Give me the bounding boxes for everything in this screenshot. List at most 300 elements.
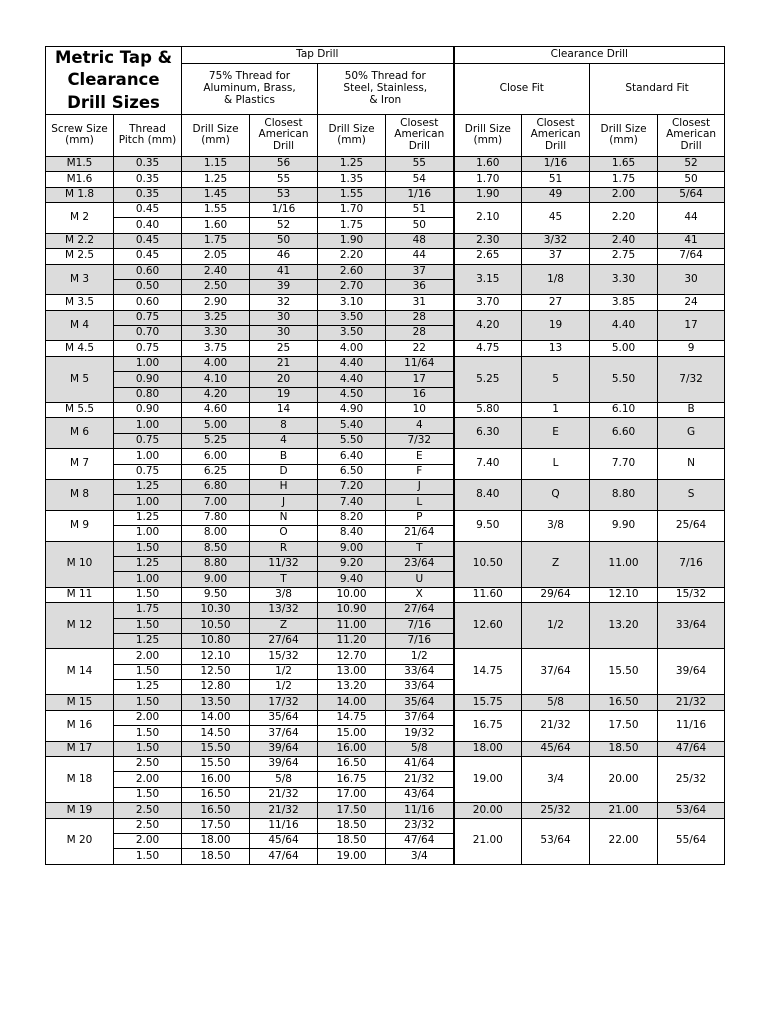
close-fit-size-cell: 3.70: [454, 295, 522, 310]
tap-drill-75-size-cell: 3.25: [182, 310, 250, 325]
tap-drill-50-size-cell: 6.40: [318, 449, 386, 464]
table-row: [46, 818, 725, 833]
tap-drill-50-american-cell: 5/8: [386, 741, 454, 756]
tap-drill-75-american-cell: 39/64: [250, 757, 318, 772]
standard-fit-american-cell: 7/32: [658, 356, 725, 402]
thread-pitch-cell: 1.25: [114, 633, 182, 648]
tap-drill-50-american-cell: 50: [386, 218, 454, 233]
close-fit-american-cell: 25/32: [522, 803, 590, 818]
close-fit-american-cell: 37: [522, 249, 590, 264]
column-header: [454, 114, 522, 156]
close-fit-size-cell: 8.40: [454, 480, 522, 511]
column-header-line: Drill: [272, 140, 295, 153]
thread-pitch-cell: 0.80: [114, 387, 182, 402]
tap-drill-50-size-cell: 9.40: [318, 572, 386, 587]
screw-size-cell: M 20: [46, 818, 114, 864]
tap-drill-50-size-cell: 13.00: [318, 664, 386, 679]
tap-drill-50-size-cell: 14.00: [318, 695, 386, 710]
thread-pitch-cell: 0.35: [114, 156, 182, 171]
tap-drill-75-size-cell: 10.30: [182, 603, 250, 618]
close-fit-american-cell: 3/4: [522, 757, 590, 803]
column-header-line: Thread: [129, 122, 166, 135]
tap-drill-75-american-cell: 4: [250, 433, 318, 448]
tap-drill-75-american-cell: J: [250, 495, 318, 510]
screw-size-cell: M 4.5: [46, 341, 114, 356]
thread-pitch-cell: 1.00: [114, 418, 182, 433]
tap-drill-75-american-cell: 15/32: [250, 649, 318, 664]
table-row: [46, 403, 725, 418]
thread-pitch-cell: 0.45: [114, 202, 182, 217]
table-row: [46, 418, 725, 433]
table-row: [46, 310, 725, 325]
table-row: [46, 710, 725, 725]
standard-fit-size-cell: 2.00: [590, 187, 658, 202]
thread-75-header: [182, 63, 318, 114]
tap-drill-75-size-cell: 16.00: [182, 772, 250, 787]
tap-drill-50-american-cell: 3/4: [386, 849, 454, 864]
standard-fit-size-cell: 17.50: [590, 710, 658, 741]
tap-drill-75-american-cell: 56: [250, 156, 318, 171]
close-fit-size-cell: 19.00: [454, 757, 522, 803]
thread-pitch-cell: 0.60: [114, 264, 182, 279]
tap-drill-50-american-cell: 35/64: [386, 695, 454, 710]
close-fit-american-cell: E: [522, 418, 590, 449]
standard-fit-size-cell: 5.50: [590, 356, 658, 402]
standard-fit-american-cell: 39/64: [658, 649, 725, 695]
tap-drill-75-american-cell: B: [250, 449, 318, 464]
table-title: Metric Tap & Clearance Drill Sizes: [46, 47, 182, 115]
tap-drill-75-american-cell: 1/16: [250, 202, 318, 217]
tap-drill-75-american-cell: 25: [250, 341, 318, 356]
close-fit-size-cell: 5.80: [454, 403, 522, 418]
tap-drill-75-american-cell: 47/64: [250, 849, 318, 864]
tap-drill-50-american-cell: 23/64: [386, 556, 454, 571]
tap-drill-50-american-cell: J: [386, 480, 454, 495]
tap-drill-50-size-cell: 9.20: [318, 556, 386, 571]
close-fit-header: Close Fit: [454, 63, 590, 114]
tap-drill-50-size-cell: 2.60: [318, 264, 386, 279]
tap-drill-50-size-cell: 17.50: [318, 803, 386, 818]
thread-pitch-cell: 2.50: [114, 757, 182, 772]
close-fit-american-cell: 21/32: [522, 710, 590, 741]
tap-drill-50-size-cell: 1.75: [318, 218, 386, 233]
close-fit-american-cell: 5/8: [522, 695, 590, 710]
standard-fit-american-cell: 33/64: [658, 603, 725, 649]
column-header-line: Drill Size: [192, 122, 239, 135]
tap-drill-75-american-cell: 8: [250, 418, 318, 433]
close-fit-american-cell: Z: [522, 541, 590, 587]
standard-fit-size-cell: 18.50: [590, 741, 658, 756]
tap-drill-50-american-cell: 7/32: [386, 433, 454, 448]
standard-fit-size-cell: 16.50: [590, 695, 658, 710]
thread-pitch-cell: 0.45: [114, 249, 182, 264]
close-fit-size-cell: 16.75: [454, 710, 522, 741]
tap-drill-75-american-cell: 41: [250, 264, 318, 279]
screw-size-cell: M 3.5: [46, 295, 114, 310]
close-fit-american-cell: L: [522, 449, 590, 480]
tap-drill-75-american-cell: 55: [250, 172, 318, 187]
tap-drill-75-size-cell: 1.45: [182, 187, 250, 202]
tap-drill-50-american-cell: F: [386, 464, 454, 479]
tap-drill-50-american-cell: 41/64: [386, 757, 454, 772]
tap-drill-75-size-cell: 9.00: [182, 572, 250, 587]
standard-fit-american-cell: 9: [658, 341, 725, 356]
tap-drill-75-size-cell: 4.00: [182, 356, 250, 371]
tap-drill-75-american-cell: 37/64: [250, 726, 318, 741]
tap-drill-50-american-cell: 23/32: [386, 818, 454, 833]
thread-pitch-cell: 1.50: [114, 618, 182, 633]
tap-drill-50-american-cell: 47/64: [386, 833, 454, 848]
thread-pitch-cell: 1.00: [114, 572, 182, 587]
standard-fit-american-cell: B: [658, 403, 725, 418]
close-fit-size-cell: 9.50: [454, 510, 522, 541]
tap-drill-75-american-cell: 1/2: [250, 680, 318, 695]
close-fit-size-cell: 3.15: [454, 264, 522, 295]
column-header: [46, 114, 114, 156]
screw-size-cell: M 14: [46, 649, 114, 695]
tap-drill-75-american-cell: 39: [250, 279, 318, 294]
tap-drill-75-size-cell: 8.50: [182, 541, 250, 556]
standard-fit-american-cell: G: [658, 418, 725, 449]
close-fit-size-cell: 7.40: [454, 449, 522, 480]
tap-drill-50-american-cell: 16: [386, 387, 454, 402]
tap-drill-50-american-cell: 33/64: [386, 680, 454, 695]
column-header: [114, 114, 182, 156]
screw-size-cell: M 6: [46, 418, 114, 449]
tap-drill-75-size-cell: 7.80: [182, 510, 250, 525]
tap-drill-75-size-cell: 4.20: [182, 387, 250, 402]
tap-drill-75-american-cell: 30: [250, 326, 318, 341]
tap-drill-75-american-cell: 1/2: [250, 664, 318, 679]
thread-pitch-cell: 0.50: [114, 279, 182, 294]
close-fit-american-cell: 29/64: [522, 587, 590, 602]
tap-drill-75-size-cell: 1.25: [182, 172, 250, 187]
close-fit-size-cell: 2.30: [454, 233, 522, 248]
tap-drill-50-american-cell: E: [386, 449, 454, 464]
tap-drill-50-american-cell: 4: [386, 418, 454, 433]
screw-size-cell: M 4: [46, 310, 114, 341]
tap-drill-75-american-cell: 20: [250, 372, 318, 387]
close-fit-size-cell: 5.25: [454, 356, 522, 402]
standard-fit-american-cell: N: [658, 449, 725, 480]
column-header-line: Drill Size: [600, 122, 647, 135]
screw-size-cell: M 2: [46, 202, 114, 233]
tap-drill-50-size-cell: 16.50: [318, 757, 386, 772]
close-fit-american-cell: 19: [522, 310, 590, 341]
tap-drill-75-size-cell: 6.25: [182, 464, 250, 479]
table-body: [46, 156, 725, 864]
tap-drill-50-american-cell: 1/16: [386, 187, 454, 202]
column-header-line: Drill: [544, 140, 567, 153]
column-header-line: Drill Size: [328, 122, 375, 135]
thread-pitch-cell: 0.40: [114, 218, 182, 233]
screw-size-cell: M 5: [46, 356, 114, 402]
tap-drill-50-american-cell: 28: [386, 326, 454, 341]
screw-size-cell: M 9: [46, 510, 114, 541]
close-fit-size-cell: 12.60: [454, 603, 522, 649]
tap-drill-50-american-cell: 27/64: [386, 603, 454, 618]
table-row: [46, 249, 725, 264]
tap-drill-50-size-cell: 1.25: [318, 156, 386, 171]
standard-fit-american-cell: 7/64: [658, 249, 725, 264]
close-fit-size-cell: 2.10: [454, 202, 522, 233]
tap-drill-50-size-cell: 8.20: [318, 510, 386, 525]
tap-drill-75-american-cell: 13/32: [250, 603, 318, 618]
standard-fit-size-cell: 11.00: [590, 541, 658, 587]
tap-drill-75-size-cell: 14.00: [182, 710, 250, 725]
tap-drill-50-american-cell: 7/16: [386, 633, 454, 648]
close-fit-size-cell: 6.30: [454, 418, 522, 449]
tap-drill-75-american-cell: 21: [250, 356, 318, 371]
thread-pitch-cell: 1.50: [114, 587, 182, 602]
tap-drill-75-size-cell: 3.30: [182, 326, 250, 341]
tap-drill-50-size-cell: 18.50: [318, 818, 386, 833]
column-header-row: [46, 114, 725, 156]
tap-drill-50-american-cell: 10: [386, 403, 454, 418]
tap-drill-50-size-cell: 5.50: [318, 433, 386, 448]
tap-drill-75-american-cell: O: [250, 526, 318, 541]
tap-drill-75-american-cell: D: [250, 464, 318, 479]
thread-pitch-cell: 1.00: [114, 495, 182, 510]
thread-pitch-cell: 1.75: [114, 603, 182, 618]
standard-fit-american-cell: S: [658, 480, 725, 511]
tap-drill-75-size-cell: 2.90: [182, 295, 250, 310]
column-header-line: (mm): [65, 134, 94, 147]
tap-drill-75-size-cell: 1.15: [182, 156, 250, 171]
screw-size-cell: M 7: [46, 449, 114, 480]
table-row: [46, 587, 725, 602]
tap-drill-75-size-cell: 10.50: [182, 618, 250, 633]
thread-pitch-cell: 0.70: [114, 326, 182, 341]
column-header-line: Closest: [671, 116, 711, 129]
tap-drill-75-size-cell: 15.50: [182, 757, 250, 772]
standard-fit-american-cell: 52: [658, 156, 725, 171]
tap-drill-75-size-cell: 5.00: [182, 418, 250, 433]
screw-size-cell: M 1.8: [46, 187, 114, 202]
thread-pitch-cell: 1.50: [114, 787, 182, 802]
tap-drill-50-american-cell: 36: [386, 279, 454, 294]
table-row: [46, 757, 725, 772]
screw-size-cell: M 18: [46, 757, 114, 803]
screw-size-cell: M 11: [46, 587, 114, 602]
close-fit-american-cell: 45: [522, 202, 590, 233]
screw-size-cell: M 16: [46, 710, 114, 741]
tap-drill-50-size-cell: 3.50: [318, 310, 386, 325]
tap-drill-50-american-cell: P: [386, 510, 454, 525]
tap-drill-50-american-cell: 55: [386, 156, 454, 171]
standard-fit-american-cell: 5/64: [658, 187, 725, 202]
table-row: [46, 202, 725, 217]
tap-drill-75-size-cell: 1.60: [182, 218, 250, 233]
tap-drill-50-size-cell: 4.40: [318, 356, 386, 371]
column-header-line: Drill Size: [464, 122, 511, 135]
tap-drill-50-american-cell: 19/32: [386, 726, 454, 741]
standard-fit-american-cell: 24: [658, 295, 725, 310]
thread-50-line: & Iron: [369, 93, 402, 106]
standard-fit-american-cell: 21/32: [658, 695, 725, 710]
close-fit-size-cell: 1.60: [454, 156, 522, 171]
close-fit-size-cell: 2.65: [454, 249, 522, 264]
table-row: [46, 233, 725, 248]
tap-drill-75-american-cell: 3/8: [250, 587, 318, 602]
thread-50-line: Steel, Stainless,: [343, 81, 428, 94]
table-row: [46, 649, 725, 664]
column-header: [658, 114, 725, 156]
thread-pitch-cell: 1.00: [114, 449, 182, 464]
standard-fit-american-cell: 17: [658, 310, 725, 341]
tap-drill-75-american-cell: 5/8: [250, 772, 318, 787]
thread-pitch-cell: 1.25: [114, 556, 182, 571]
standard-fit-american-cell: 15/32: [658, 587, 725, 602]
tap-drill-50-size-cell: 4.40: [318, 372, 386, 387]
thread-pitch-cell: 1.50: [114, 741, 182, 756]
tap-drill-50-size-cell: 12.70: [318, 649, 386, 664]
tap-drill-50-size-cell: 4.90: [318, 403, 386, 418]
standard-fit-american-cell: 41: [658, 233, 725, 248]
thread-pitch-cell: 1.25: [114, 680, 182, 695]
thread-pitch-cell: 2.00: [114, 833, 182, 848]
tap-drill-50-size-cell: 3.50: [318, 326, 386, 341]
column-header-line: Closest: [400, 116, 439, 129]
close-fit-size-cell: 1.90: [454, 187, 522, 202]
column-header: [250, 114, 318, 156]
screw-size-cell: M 17: [46, 741, 114, 756]
column-header-line: (mm): [609, 134, 638, 147]
standard-fit-size-cell: 20.00: [590, 757, 658, 803]
tap-drill-75-size-cell: 1.55: [182, 202, 250, 217]
tap-drill-50-american-cell: 37/64: [386, 710, 454, 725]
close-fit-size-cell: 1.70: [454, 172, 522, 187]
tap-drill-75-size-cell: 1.75: [182, 233, 250, 248]
standard-fit-american-cell: 47/64: [658, 741, 725, 756]
tap-drill-75-american-cell: 52: [250, 218, 318, 233]
screw-size-cell: M1.5: [46, 156, 114, 171]
tap-drill-50-size-cell: 10.90: [318, 603, 386, 618]
thread-pitch-cell: 1.25: [114, 480, 182, 495]
table-row: [46, 264, 725, 279]
column-header: [522, 114, 590, 156]
table-row: [46, 187, 725, 202]
tap-drill-75-size-cell: 10.80: [182, 633, 250, 648]
tap-drill-50-size-cell: 18.50: [318, 833, 386, 848]
column-header-line: (mm): [337, 134, 366, 147]
standard-fit-american-cell: 50: [658, 172, 725, 187]
tap-drill-50-american-cell: X: [386, 587, 454, 602]
standard-fit-american-cell: 11/16: [658, 710, 725, 741]
thread-pitch-cell: 2.00: [114, 772, 182, 787]
tap-drill-75-american-cell: 35/64: [250, 710, 318, 725]
tap-drill-50-american-cell: 28: [386, 310, 454, 325]
close-fit-american-cell: Q: [522, 480, 590, 511]
table-row: [46, 603, 725, 618]
thread-50-line: 50% Thread for: [344, 70, 426, 83]
screw-size-cell: M 3: [46, 264, 114, 295]
tap-drill-75-size-cell: 14.50: [182, 726, 250, 741]
tap-drill-75-american-cell: 11/32: [250, 556, 318, 571]
tap-drill-50-size-cell: 11.00: [318, 618, 386, 633]
table-row: [46, 172, 725, 187]
standard-fit-size-cell: 4.40: [590, 310, 658, 341]
screw-size-cell: M 15: [46, 695, 114, 710]
thread-pitch-cell: 0.60: [114, 295, 182, 310]
standard-fit-size-cell: 3.85: [590, 295, 658, 310]
tap-drill-50-size-cell: 9.00: [318, 541, 386, 556]
tap-drill-75-size-cell: 18.00: [182, 833, 250, 848]
tap-drill-50-size-cell: 4.50: [318, 387, 386, 402]
tap-drill-75-size-cell: 6.00: [182, 449, 250, 464]
tap-drill-50-size-cell: 17.00: [318, 787, 386, 802]
standard-fit-american-cell: 25/32: [658, 757, 725, 803]
column-header-line: Closest: [264, 116, 303, 129]
tap-drill-50-american-cell: 17: [386, 372, 454, 387]
table-row: [46, 803, 725, 818]
tap-drill-75-size-cell: 5.25: [182, 433, 250, 448]
tap-drill-75-american-cell: 53: [250, 187, 318, 202]
close-fit-american-cell: 1/16: [522, 156, 590, 171]
standard-fit-size-cell: 6.60: [590, 418, 658, 449]
column-header: [590, 114, 658, 156]
standard-fit-header: Standard Fit: [590, 63, 725, 114]
standard-fit-american-cell: 25/64: [658, 510, 725, 541]
standard-fit-american-cell: 30: [658, 264, 725, 295]
tap-drill-75-american-cell: 14: [250, 403, 318, 418]
close-fit-american-cell: 3/32: [522, 233, 590, 248]
thread-pitch-cell: 0.90: [114, 403, 182, 418]
standard-fit-size-cell: 15.50: [590, 649, 658, 695]
tap-drill-50-size-cell: 16.00: [318, 741, 386, 756]
drill-size-table: [45, 46, 725, 865]
thread-pitch-cell: 1.00: [114, 356, 182, 371]
thread-75-line: Aluminum, Brass,: [203, 81, 296, 94]
close-fit-american-cell: 37/64: [522, 649, 590, 695]
tap-drill-50-american-cell: 48: [386, 233, 454, 248]
tap-drill-50-size-cell: 1.90: [318, 233, 386, 248]
thread-pitch-cell: 0.35: [114, 187, 182, 202]
tap-drill-75-american-cell: 39/64: [250, 741, 318, 756]
tap-drill-75-american-cell: 19: [250, 387, 318, 402]
tap-drill-50-size-cell: 10.00: [318, 587, 386, 602]
thread-pitch-cell: 0.75: [114, 464, 182, 479]
screw-size-cell: M 5.5: [46, 403, 114, 418]
standard-fit-size-cell: 21.00: [590, 803, 658, 818]
tap-drill-75-size-cell: 18.50: [182, 849, 250, 864]
tap-drill-75-size-cell: 12.10: [182, 649, 250, 664]
standard-fit-size-cell: 2.75: [590, 249, 658, 264]
tap-drill-50-american-cell: 22: [386, 341, 454, 356]
tap-drill-header: Tap Drill: [182, 47, 454, 64]
tap-drill-75-american-cell: 45/64: [250, 833, 318, 848]
table-row: [46, 695, 725, 710]
tap-drill-50-american-cell: 11/16: [386, 803, 454, 818]
tap-drill-50-size-cell: 1.55: [318, 187, 386, 202]
tap-drill-75-size-cell: 4.10: [182, 372, 250, 387]
tap-drill-50-size-cell: 7.40: [318, 495, 386, 510]
tap-drill-50-size-cell: 16.75: [318, 772, 386, 787]
thread-pitch-cell: 2.00: [114, 649, 182, 664]
thread-pitch-cell: 1.50: [114, 664, 182, 679]
table-row: [46, 510, 725, 525]
close-fit-size-cell: 10.50: [454, 541, 522, 587]
close-fit-american-cell: 13: [522, 341, 590, 356]
close-fit-size-cell: 18.00: [454, 741, 522, 756]
column-header-line: Drill: [408, 140, 430, 153]
standard-fit-size-cell: 13.20: [590, 603, 658, 649]
standard-fit-size-cell: 9.90: [590, 510, 658, 541]
tap-drill-50-size-cell: 19.00: [318, 849, 386, 864]
thread-pitch-cell: 1.50: [114, 541, 182, 556]
screw-size-cell: M 2.2: [46, 233, 114, 248]
thread-pitch-cell: 1.50: [114, 695, 182, 710]
